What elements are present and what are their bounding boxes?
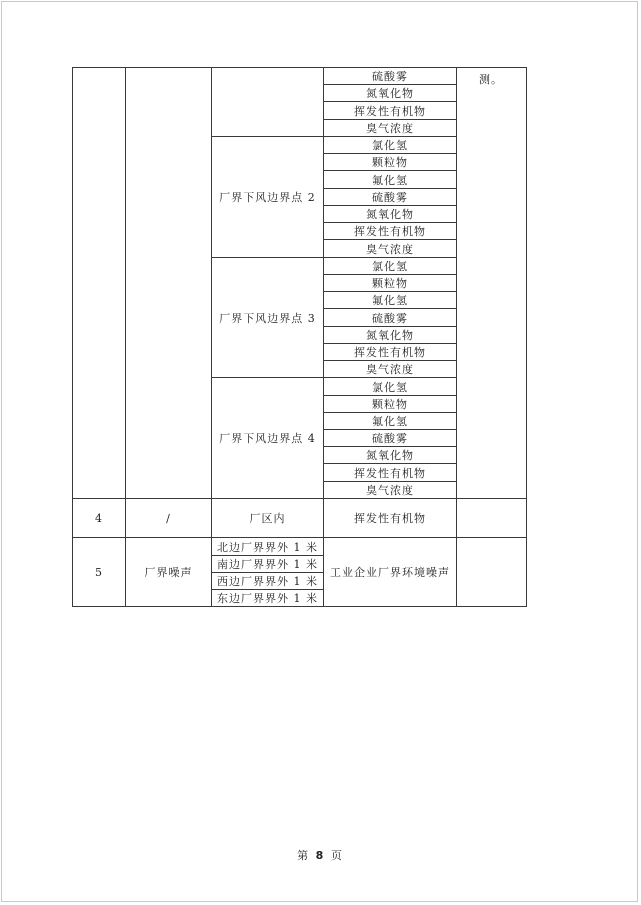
- pollutant-cell: 颗粒物: [372, 277, 408, 290]
- pollutant-cell: 氟化氢: [372, 294, 408, 307]
- row-number: 4: [95, 511, 103, 525]
- monitoring-type: /: [166, 511, 171, 525]
- pollutant-cell: 硫酸雾: [372, 311, 408, 325]
- page-number: 8: [315, 849, 326, 862]
- pollutant-cell: 挥发性有机物: [354, 104, 426, 118]
- pollutant-cell: 挥发性有机物: [354, 512, 426, 525]
- continuation-note: 测。: [479, 73, 503, 86]
- pollutant-cell: 氟化氢: [372, 173, 408, 187]
- pollutant-cell: 硫酸雾: [372, 432, 408, 445]
- row-number: 5: [95, 565, 103, 579]
- location-cell: 西边厂界界外 1 米: [217, 575, 318, 588]
- location-cell: 东边厂界界外 1 米: [217, 592, 318, 605]
- pollutant-cell: 硫酸雾: [372, 191, 408, 204]
- pollutant-cell: 氮氧化物: [366, 208, 414, 221]
- pollutant-cell: 氮氧化物: [366, 449, 414, 462]
- pollutant-cell: 臭气浓度: [366, 484, 414, 497]
- footer-suffix: 页: [330, 849, 344, 862]
- pollutant-cell: 硫酸雾: [372, 70, 408, 83]
- pollutant-cell: 氮氧化物: [366, 87, 414, 100]
- pollutant-cell: 氟化氢: [372, 415, 408, 428]
- pollutant-cell: 臭气浓度: [366, 122, 414, 135]
- pollutant-cell: 挥发性有机物: [354, 225, 426, 238]
- pollutant-cell: 挥发性有机物: [354, 346, 426, 359]
- location-cell: 北边厂界界外 1 米: [217, 540, 318, 554]
- footer-prefix: 第: [297, 849, 311, 862]
- pollutant-cell: 臭气浓度: [366, 363, 414, 376]
- location-cell: 南边厂界界外 1 米: [217, 558, 318, 571]
- pollutant-cell: 氯化氢: [372, 380, 408, 394]
- location-cell: 厂界下风边界点 4: [219, 432, 316, 445]
- pollutant-cell: 工业企业厂界环境噪声: [330, 566, 450, 579]
- pollutant-cell: 颗粒物: [372, 156, 408, 169]
- pollutant-cell: 挥发性有机物: [354, 466, 426, 480]
- location-cell: 厂界下风边界点 3: [219, 311, 316, 325]
- monitoring-type: 厂界噪声: [144, 566, 193, 579]
- pollutant-cell: 臭气浓度: [366, 242, 414, 256]
- pollutant-cell: 颗粒物: [372, 398, 408, 411]
- location-cell: 厂区内: [249, 512, 286, 525]
- table-line: [456, 67, 457, 607]
- location-cell: 厂界下风边界点 2: [219, 191, 316, 204]
- page-footer: [0, 847, 641, 863]
- pollutant-cell: 氮氧化物: [366, 329, 414, 342]
- pollutant-cell: 氯化氢: [372, 260, 408, 273]
- pollutant-cell: 氯化氢: [372, 139, 408, 152]
- table-line: [526, 67, 527, 607]
- table-line: [72, 606, 526, 607]
